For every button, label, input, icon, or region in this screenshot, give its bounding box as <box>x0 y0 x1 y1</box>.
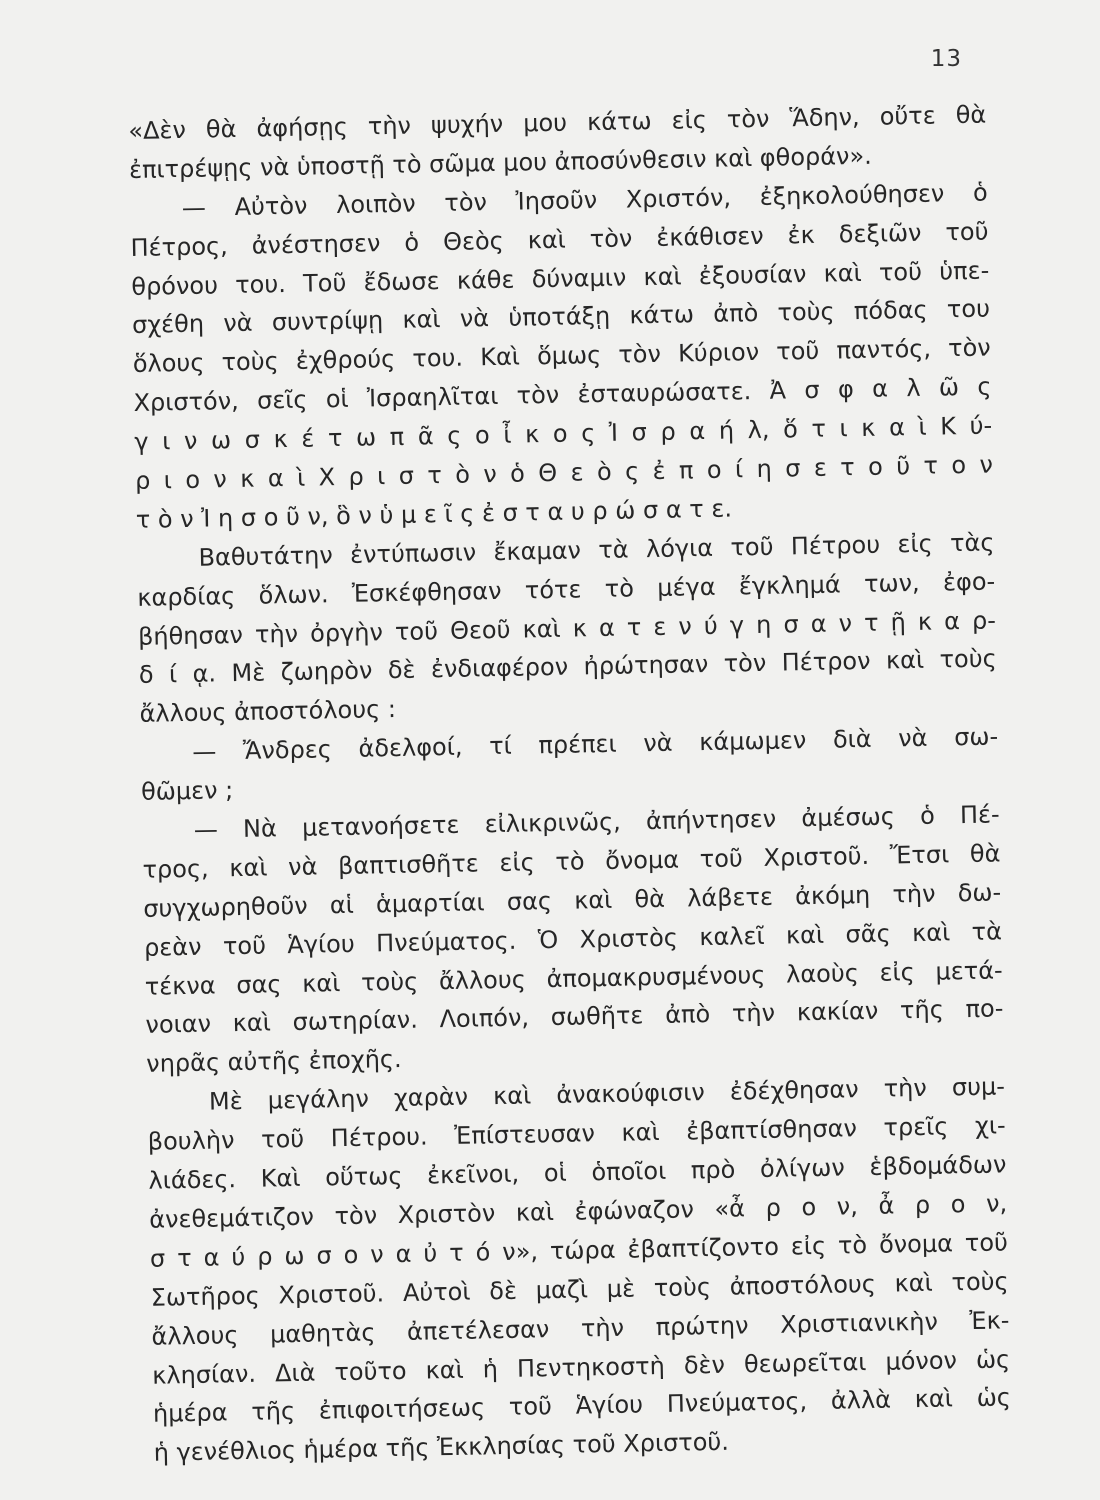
text-line: γ ι ν ω σ κ έ τ ω π ᾶ ς ο ἶ κ ο ς Ἰ σ ρ α ή λ, ὅ τ ι κ α ὶ Κ ύ- <box>134 411 993 457</box>
body-text <box>128 96 1012 1473</box>
text-line: ἐπιτρέψῃς νὰ ὑποστῇ τὸ σῶμα μου ἀποσύνθεσιν καὶ φθοράν». <box>128 141 873 184</box>
text-line: καρδίας ὅλων. Ἐσκέφθησαν τότε τὸ μέγα ἔγκλημά των, ἐφο- <box>137 567 996 612</box>
text-line: — Νὰ μετανοήσετε εἰλικρινῶς, ἀπήντησεν ἀμέσως ὁ Πέ- <box>193 800 1000 844</box>
text-line: ἄλλους μαθητὰς ἀπετέλεσαν τὴν πρώτην Χριστιανικὴν Ἐκ- <box>151 1305 1010 1351</box>
text-line: συγχωρηθοῦν αἱ ἁμαρτίαι σας καὶ θὰ λάβετε ἀκόμη τὴν δω- <box>143 878 1002 923</box>
text-line: κλησίαν. Διὰ τοῦτο καὶ ἡ Πεντηκοστὴ δὲν θεωρεῖται μόνον ὡς <box>151 1344 1011 1390</box>
text-line: τέκνα σας καὶ τοὺς ἄλλους ἀπομακρυσμένους λαοὺς εἰς μετά- <box>144 955 1003 1001</box>
text-line: Βαθυτάτην ἐντύπωσιν ἔκαμαν τὰ λόγια τοῦ Πέτρου εἰς τὰς <box>198 528 995 572</box>
text-line: — Ἄνδρες ἀδελφοί, τί πρέπει νὰ κάμωμεν διὰ νὰ σω- <box>192 722 999 767</box>
text-line: — Αὐτὸν λοιπὸν τὸν Ἰησοῦν Χριστόν, ἐξηκολούθησεν ὁ <box>181 178 988 222</box>
text-line: Πέτρος, ἀνέστησεν ὁ Θεὸς καὶ τὸν ἐκάθισεν ἐκ δεξιῶν τοῦ <box>130 217 989 262</box>
text-line: νηρᾶς αὐτῆς ἐποχῆς. <box>146 1045 402 1079</box>
text-line: λιάδες. Καὶ οὕτως ἐκεῖνοι, οἱ ὁποῖοι πρὸ ὀλίγων ἑβδομάδων <box>148 1150 1007 1195</box>
text-line: θῶμεν ; <box>140 776 234 807</box>
text-line: βουλὴν τοῦ Πέτρου. Ἐπίστευσαν καὶ ἐβαπτίσθησαν τρεῖς χι- <box>147 1111 1006 1156</box>
text-line: σ τ α ύ ρ ω σ ο ν α ὐ τ ό ν», τώρα ἐβαπτίζοντο εἰς τὸ ὄνομα τοῦ <box>149 1228 1009 1273</box>
text-line: ρεὰν τοῦ Ἁγίου Πνεύματος. Ὁ Χριστὸς καλεῖ καὶ σᾶς καὶ τὰ <box>143 917 1003 962</box>
text-line: ἄλλους ἀποστόλους : <box>139 695 397 729</box>
text-line: ἡμέρα τῆς ἐπιφοιτήσεως τοῦ Ἁγίου Πνεύματος, ἀλλὰ καὶ ὡς <box>152 1383 1012 1429</box>
text-line: Μὲ μεγάλην χαρὰν καὶ ἀνακούφισιν ἐδέχθησαν τὴν συμ- <box>208 1072 1006 1116</box>
text-line: ρ ι ο ν κ α ὶ Χ ρ ι σ τ ὸ ν ὁ Θ ε ὸ ς ἐ π ο ί η σ ε τ ο ῦ τ ο ν <box>134 450 994 495</box>
text-line: ἡ γενέθλιος ἡμέρα τῆς Ἐκκλησίας τοῦ Χριστοῦ. <box>153 1427 730 1468</box>
text-line: θρόνου του. Τοῦ ἔδωσε κάθε δύναμιν καὶ ἐξουσίαν καὶ τοῦ ὑπε- <box>131 256 990 301</box>
text-line: τ ὸ ν Ἰ η σ ο ῦ ν, ὃ ν ὑ μ ε ῖ ς ἐ σ τ α υ ρ ώ σ α τ ε. <box>135 494 733 534</box>
text-line: Σωτῆρος Χριστοῦ. Αὐτοὶ δὲ μαζὶ μὲ τοὺς ἀποστόλους καὶ τοὺς <box>150 1267 1009 1312</box>
text-line: ὅλους τοὺς ἐχθρούς του. Καὶ ὅμως τὸν Κύριον τοῦ παντός, τὸν <box>132 333 991 379</box>
text-line: ἀνεθεμάτιζον τὸν Χριστὸν καὶ ἐφώναζον «ἆ ρ ο ν, ἆ ρ ο ν, <box>149 1189 1008 1234</box>
page-number: 13 <box>930 46 962 72</box>
text-line: «Δὲν θὰ ἀφήσῃς τὴν ψυχήν μου κάτω εἰς τὸν Ἅδην, οὔτε θὰ <box>128 100 987 145</box>
text-line: σχέθη νὰ συντρίψῃ καὶ νὰ ὑποτάξῃ κάτω ἀπὸ τοὺς πόδας του <box>131 294 991 340</box>
text-line: νοιαν καὶ σωτηρίαν. Λοιπόν, σωθῆτε ἀπὸ τὴν κακίαν τῆς πο- <box>145 994 1004 1040</box>
text-line: δ ί ᾳ. Μὲ ζωηρὸν δὲ ἐνδιαφέρον ἠρώτησαν τὸν Πέτρον καὶ τοὺς <box>138 644 997 690</box>
text-line: τρος, καὶ νὰ βαπτισθῆτε εἰς τὸ ὄνομα τοῦ Χριστοῦ. Ἔτσι θὰ <box>142 839 1001 884</box>
text-line: Χριστόν, σεῖς οἱ Ἰσραηλῖται τὸν ἐσταυρώσατε. Ἀ σ φ α λ ῶ ς <box>133 372 992 418</box>
text-line: βήθησαν τὴν ὀργὴν τοῦ Θεοῦ καὶ κ α τ ε ν ύ γ η σ α ν τ ῇ κ α ρ- <box>137 606 997 651</box>
